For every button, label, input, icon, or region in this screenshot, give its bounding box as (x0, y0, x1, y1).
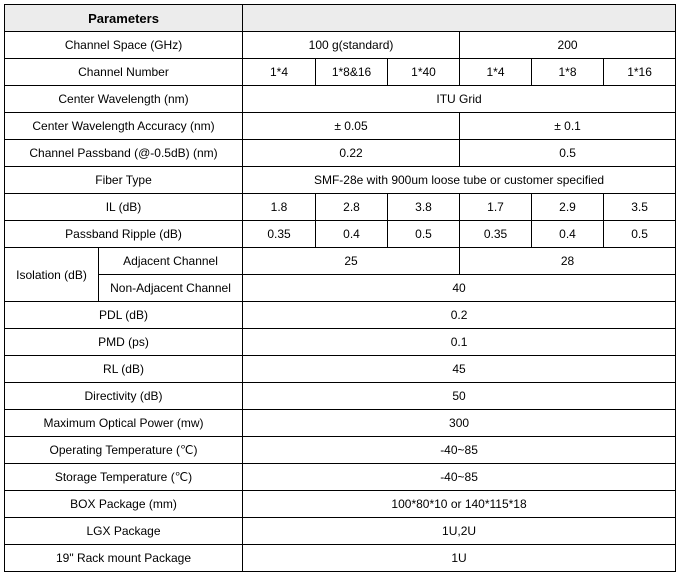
specifications-table (4, 4, 676, 572)
value-cell: 1U (243, 545, 676, 572)
value-cell: 1.7 (460, 194, 532, 221)
table-row (5, 356, 676, 383)
table-row (5, 383, 676, 410)
sub-row-label: Non-Adjacent Channel (99, 275, 243, 302)
value-cell: 2.8 (316, 194, 388, 221)
row-label: PMD (ps) (5, 329, 243, 356)
value-cell: 0.4 (316, 221, 388, 248)
value-cell: ± 0.1 (460, 113, 676, 140)
table-row (5, 140, 676, 167)
value-cell: 1U,2U (243, 518, 676, 545)
value-cell: 0.4 (532, 221, 604, 248)
value-cell: -40~85 (243, 437, 676, 464)
value-cell: 0.2 (243, 302, 676, 329)
value-cell: 1*16 (604, 59, 676, 86)
table-row (5, 167, 676, 194)
sub-row-label: Adjacent Channel (99, 248, 243, 275)
value-cell: 3.5 (604, 194, 676, 221)
row-label: RL (dB) (5, 356, 243, 383)
table-row (5, 302, 676, 329)
value-cell: 50 (243, 383, 676, 410)
table-row (5, 491, 676, 518)
value-cell: 1.8 (243, 194, 316, 221)
value-cell: 0.35 (243, 221, 316, 248)
value-cell: 0.22 (243, 140, 460, 167)
value-cell: 1*8&16 (316, 59, 388, 86)
table-row (5, 545, 676, 572)
header-blank-cell (243, 5, 676, 32)
table-row (5, 437, 676, 464)
row-label: Storage Temperature (℃) (5, 464, 243, 491)
value-cell: 1*8 (532, 59, 604, 86)
parameters-header: Parameters (5, 5, 243, 32)
table-row (5, 329, 676, 356)
table-row (5, 194, 676, 221)
table-row (5, 275, 676, 302)
row-label: Fiber Type (5, 167, 243, 194)
row-label: 19" Rack mount Package (5, 545, 243, 572)
value-cell: SMF-28e with 900um loose tube or customer specified (243, 167, 676, 194)
value-cell: 300 (243, 410, 676, 437)
row-label: LGX Package (5, 518, 243, 545)
value-cell: 0.5 (604, 221, 676, 248)
value-cell: -40~85 (243, 464, 676, 491)
value-cell: 40 (243, 275, 676, 302)
row-label: Channel Passband (@-0.5dB) (nm) (5, 140, 243, 167)
value-cell: 100 g(standard) (243, 32, 460, 59)
table-row (5, 113, 676, 140)
row-label: Operating Temperature (℃) (5, 437, 243, 464)
row-label: Maximum Optical Power (mw) (5, 410, 243, 437)
value-cell: 1*4 (460, 59, 532, 86)
value-cell: 3.8 (388, 194, 460, 221)
value-cell: 0.35 (460, 221, 532, 248)
table-row (5, 221, 676, 248)
value-cell: 25 (243, 248, 460, 275)
row-label: Center Wavelength (nm) (5, 86, 243, 113)
row-label: PDL (dB) (5, 302, 243, 329)
value-cell: ITU Grid (243, 86, 676, 113)
value-cell: 0.5 (460, 140, 676, 167)
row-label: Channel Number (5, 59, 243, 86)
table-row (5, 59, 676, 86)
value-cell: 1*40 (388, 59, 460, 86)
value-cell: 200 (460, 32, 676, 59)
row-label: Isolation (dB) (5, 248, 99, 302)
table-row (5, 410, 676, 437)
table-row (5, 518, 676, 545)
row-label: Channel Space (GHz) (5, 32, 243, 59)
value-cell: 0.1 (243, 329, 676, 356)
value-cell: 0.5 (388, 221, 460, 248)
value-cell: 1*4 (243, 59, 316, 86)
row-label: Center Wavelength Accuracy (nm) (5, 113, 243, 140)
header-row (5, 5, 676, 32)
row-label: Directivity (dB) (5, 383, 243, 410)
value-cell: 2.9 (532, 194, 604, 221)
value-cell: 28 (460, 248, 676, 275)
value-cell: 45 (243, 356, 676, 383)
table-row (5, 86, 676, 113)
table-row (5, 32, 676, 59)
row-label: Passband Ripple (dB) (5, 221, 243, 248)
row-label: IL (dB) (5, 194, 243, 221)
value-cell: 100*80*10 or 140*115*18 (243, 491, 676, 518)
row-label: BOX Package (mm) (5, 491, 243, 518)
table-row (5, 248, 676, 275)
table-row (5, 464, 676, 491)
value-cell: ± 0.05 (243, 113, 460, 140)
